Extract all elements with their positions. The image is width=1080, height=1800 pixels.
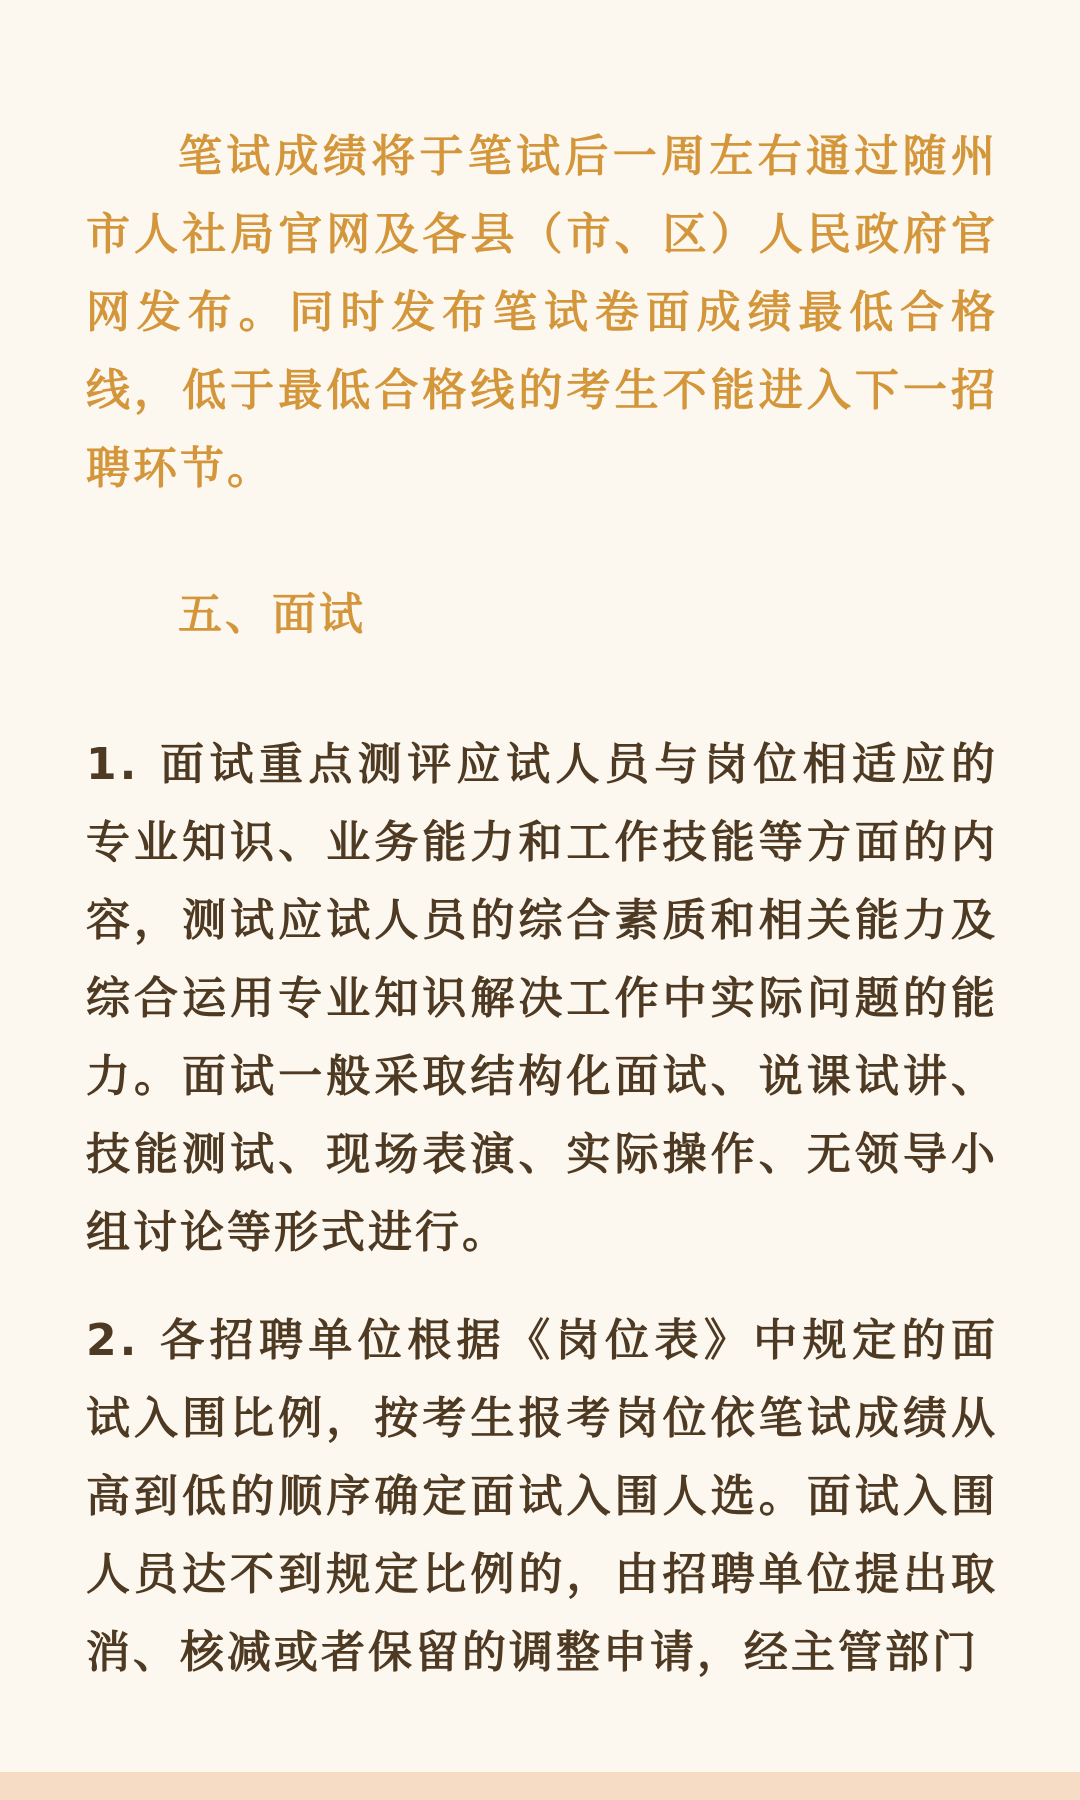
intro-paragraph: 笔试成绩将于笔试后一周左右通过随州市人社局官网及各县（市、区）人民政府官网发布。同时发布笔试卷面成绩最低合格线，低于最低合格线的考生不能进入下一招聘环节。 bbox=[86, 131, 998, 494]
list-item-1: 1. 面试重点测评应试人员与岗位相适应的专业知识、业务能力和工作技能等方面的内容，测试应试人员的综合素质和相关能力及综合运用专业知识解决工作中实际问题的能力。面试一般采取结构化面试、说课试讲、技能测试、现场表演、实际操作、无领导小组讨论等形式进行。 bbox=[86, 739, 998, 1258]
bottom-decorative-band bbox=[0, 1772, 1080, 1800]
list-item-2: 2. 各招聘单位根据《岗位表》中规定的面试入围比例，按考生报考岗位依笔试成绩从高到低的顺序确定面试入围人选。面试入围人员达不到规定比例的，由招聘单位提出取消、核减或者保留的调整申请，经主管部门 bbox=[86, 1315, 998, 1678]
section-heading: 五、面试 bbox=[178, 589, 366, 640]
